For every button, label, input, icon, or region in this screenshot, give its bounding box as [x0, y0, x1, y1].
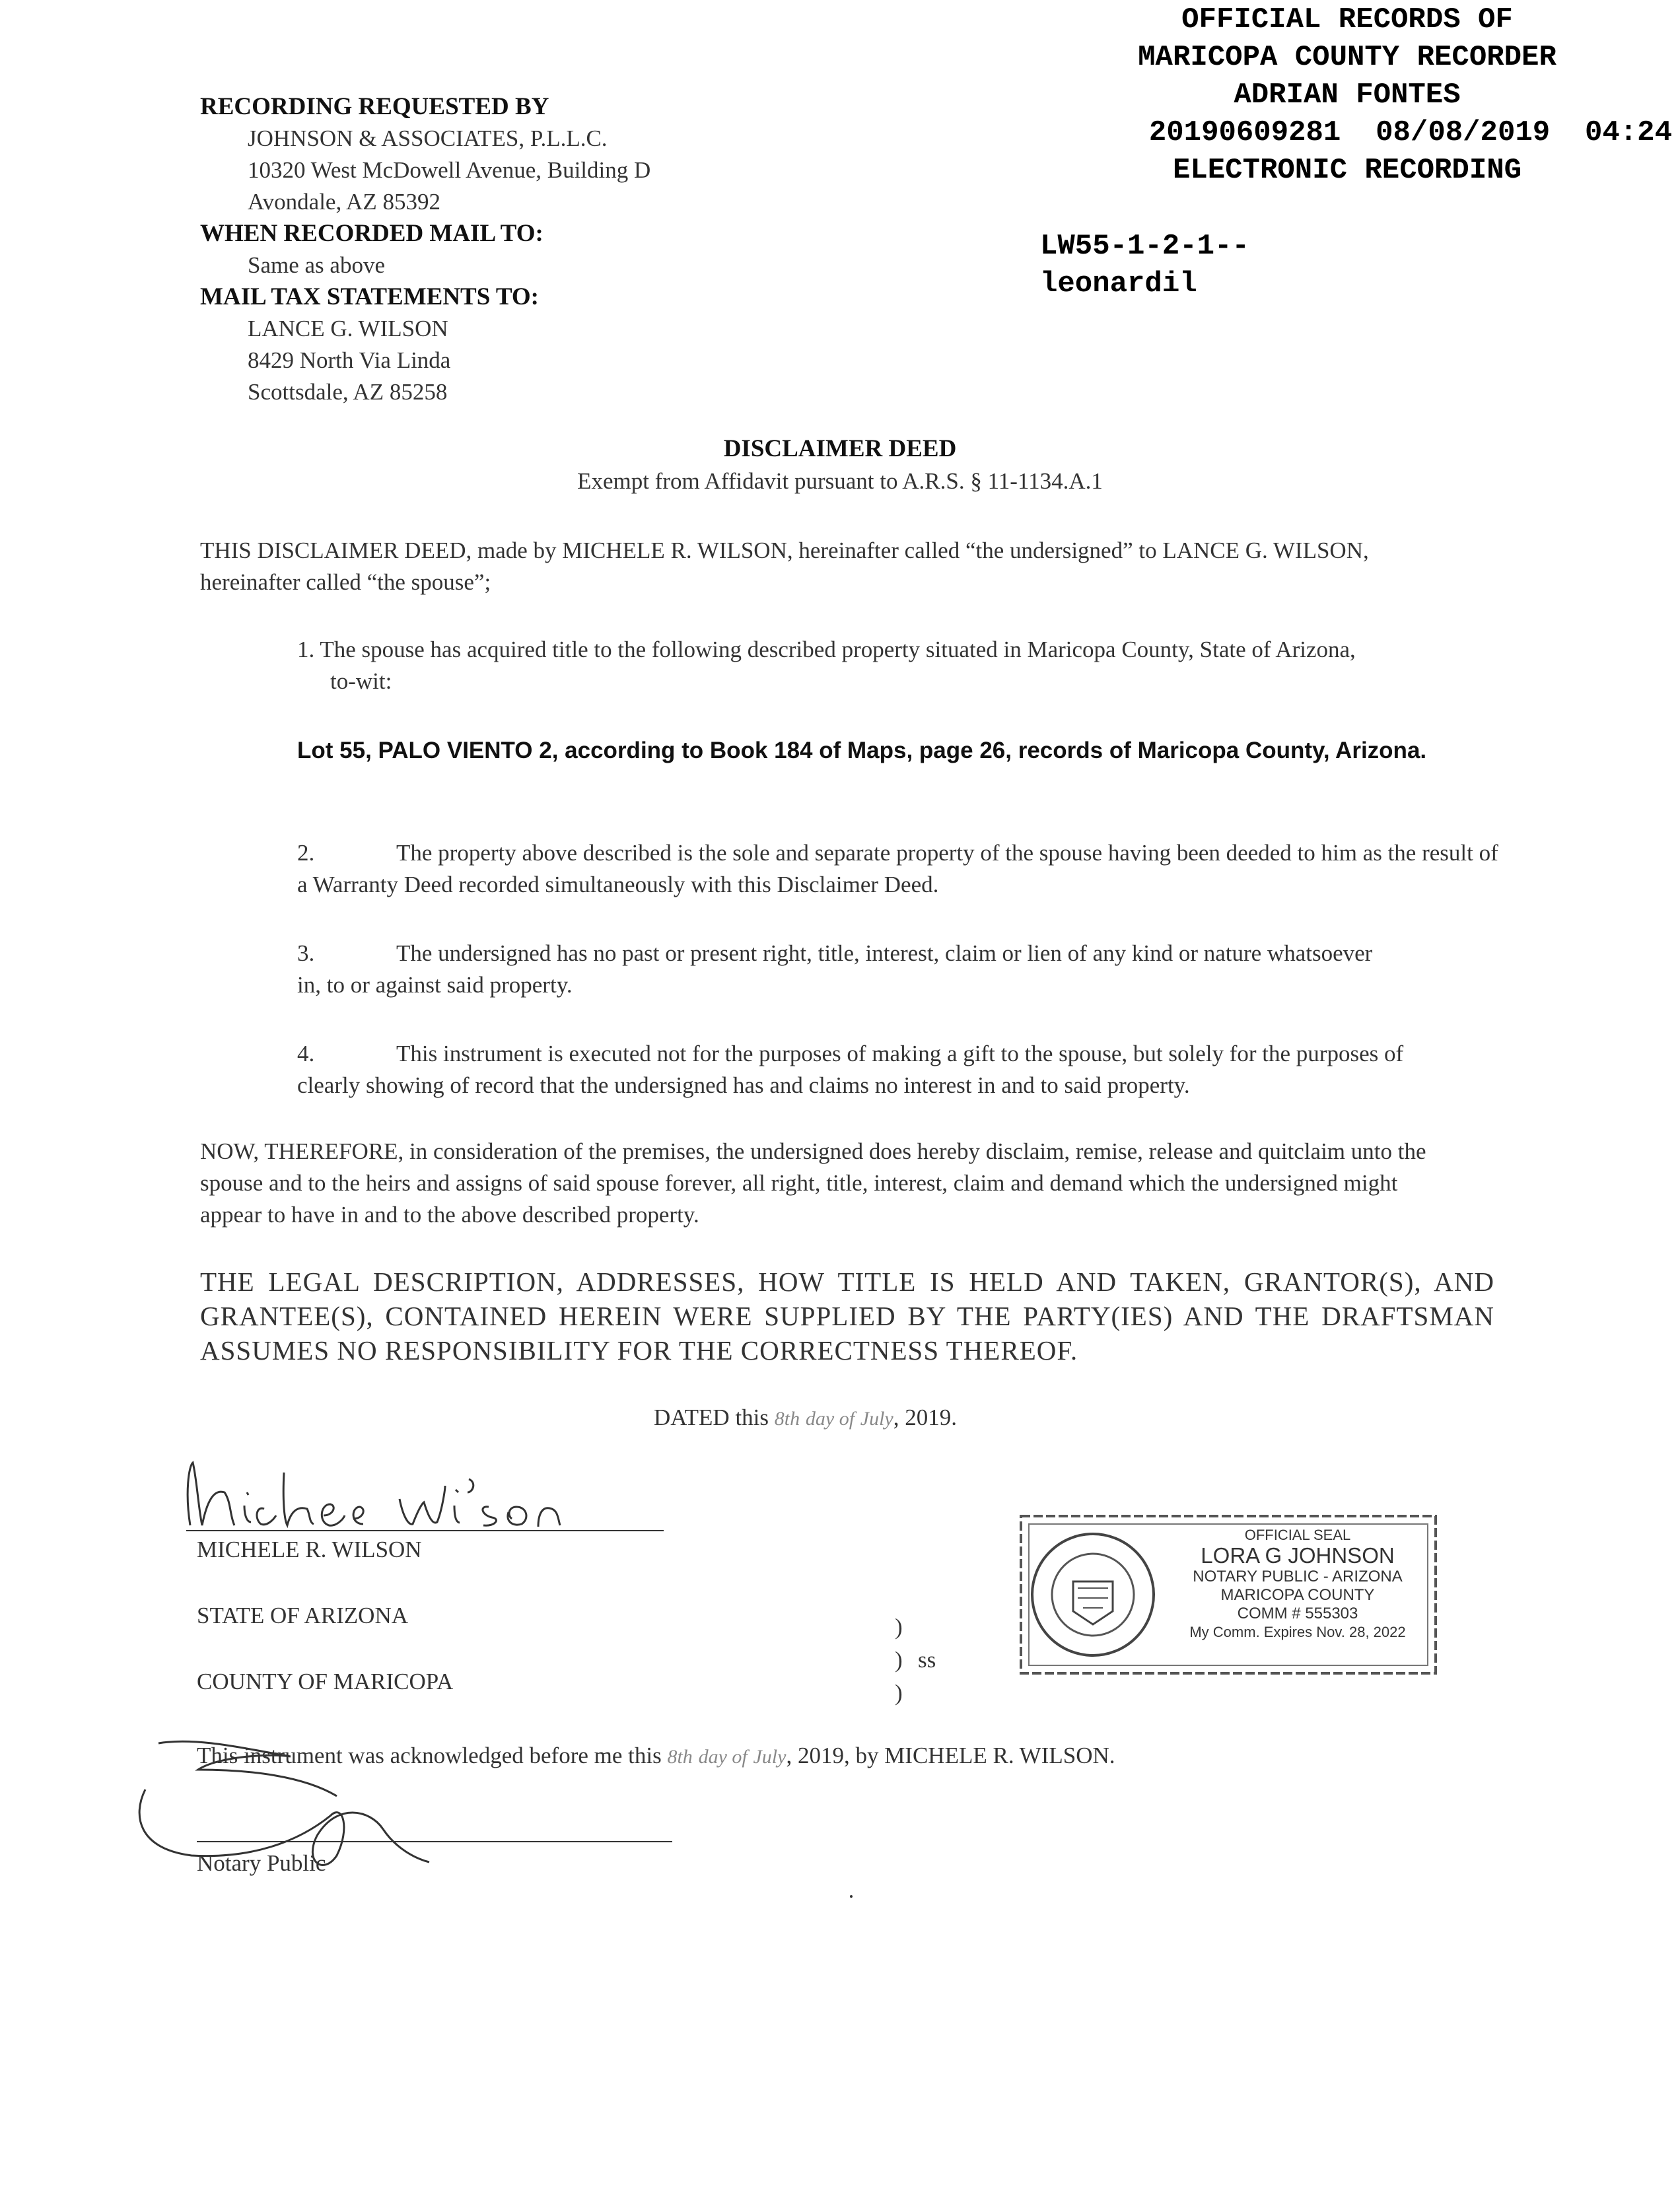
- legal-description: Lot 55, PALO VIENTO 2, according to Book 184 of Maps, page 26, records of Maricopa County, Arizona.: [297, 738, 1427, 763]
- item-4: [297, 1038, 1453, 1101]
- item-4-number: 4.: [297, 1041, 315, 1066]
- ack-suffix: , 2019, by MICHELE R. WILSON.: [786, 1743, 1115, 1768]
- dated-year: , 2019.: [893, 1405, 957, 1430]
- item-4-text: This instrument is executed not for the purposes of making a gift to the spouse, but solely for the purposes of clearly showing of record that the undersigned has and claims no interest in and to said property.: [297, 1041, 1404, 1098]
- recorder-line-5: ELECTRONIC RECORDING: [1172, 154, 1522, 187]
- signature-michele-wilson: [178, 1453, 667, 1539]
- seal-line-2: LORA G JOHNSON: [1201, 1543, 1395, 1568]
- seal-line-5: COMM # 555303: [1237, 1605, 1358, 1622]
- draftsman-disclaimer: THE LEGAL DESCRIPTION, ADDRESSES, HOW TITLE IS HELD AND TAKEN, GRANTOR(S), AND GRANTEE(S), CONTAINED HEREIN WERE SUPPLIED BY THE PARTY(IES) AND THE DRAFTSMAN ASSUMES NO RESPONSIBILITY FOR THE CORRECTNESS THEREOF.: [200, 1267, 1494, 1366]
- item-3-text: The undersigned has no past or present right, title, interest, claim or lien of any kind or nature whatsoever in, to or against said property.: [297, 940, 1373, 998]
- signer-name: MICHELE R. WILSON: [197, 1537, 422, 1562]
- recording-requested-block: [200, 91, 927, 408]
- ack-month: July: [753, 1746, 787, 1768]
- when-recorded-line-1: Same as above: [248, 252, 385, 278]
- ack-day: 8th: [667, 1746, 693, 1768]
- now-therefore-paragraph: NOW, THEREFORE, in consideration of the premises, the undersigned does hereby disclaim, remise, release and quitclaim unto the spouse and to the heirs and assigns of said spouse forever, all right, title, interest, claim and demand which the undersigned might appear to have in and to the above described property.: [200, 1138, 1426, 1228]
- venue-paren-1: ): [895, 1614, 903, 1640]
- item-2-number: 2.: [297, 840, 315, 866]
- item-1-line-1: 1. The spouse has acquired title to the following described property situated in Maricopa County, State of Arizona,: [297, 637, 1356, 662]
- item-3: [297, 938, 1387, 1001]
- venue-county: COUNTY OF MARICOPA: [197, 1669, 454, 1694]
- recorder-line-1: OFFICIAL RECORDS OF: [1181, 3, 1513, 36]
- notary-label: Notary Public: [197, 1850, 326, 1876]
- item-1: [297, 634, 1486, 697]
- when-recorded-label: WHEN RECORDED MAIL TO:: [200, 220, 543, 247]
- venue-ss: ss: [918, 1647, 936, 1673]
- intro-paragraph: THIS DISCLAIMER DEED, made by MICHELE R. WILSON, hereinafter called “the undersigned” to LANCE G. WILSON, hereinafter called “the spouse”;: [200, 538, 1369, 595]
- item-3-number: 3.: [297, 940, 315, 966]
- venue-state: STATE OF ARIZONA: [197, 1603, 408, 1628]
- dated-mid: day of: [805, 1408, 855, 1430]
- requester-line-2: 10320 West McDowell Avenue, Building D: [248, 157, 651, 183]
- item-1-line-2: to-wit:: [330, 668, 392, 694]
- requester-line-1: JOHNSON & ASSOCIATES, P.L.L.C.: [248, 125, 608, 151]
- document-title: DISCLAIMER DEED: [723, 435, 957, 462]
- notary-signature: [119, 1717, 581, 1882]
- mail-tax-label: MAIL TAX STATEMENTS TO:: [200, 283, 539, 310]
- item-2: [297, 837, 1499, 901]
- dated-prefix: DATED this: [654, 1405, 769, 1430]
- mail-tax-line-3: Scottsdale, AZ 85258: [248, 379, 448, 405]
- dated-day: 8th: [774, 1408, 800, 1430]
- seal-line-6: My Comm. Expires Nov. 28, 2022: [1189, 1624, 1406, 1640]
- recorder-code-line-2: leonardil: [1040, 267, 1197, 300]
- document-title-block: [0, 433, 1680, 497]
- seal-line-3: NOTARY PUBLIC - ARIZONA: [1193, 1568, 1403, 1585]
- stray-mark: [850, 1895, 853, 1898]
- seal-line-1: OFFICIAL SEAL: [1244, 1527, 1351, 1543]
- seal-text: [1159, 1527, 1436, 1642]
- recorder-line-2: MARICOPA COUNTY RECORDER: [1138, 41, 1557, 74]
- document-subtitle: Exempt from Affidavit pursuant to A.R.S. § 11-1134.A.1: [577, 468, 1103, 494]
- dated-month: July: [860, 1408, 893, 1430]
- requester-line-3: Avondale, AZ 85392: [248, 189, 440, 215]
- venue-paren-3: ): [895, 1680, 903, 1706]
- seal-line-4: MARICOPA COUNTY: [1220, 1586, 1375, 1604]
- notary-signature-line: [197, 1841, 672, 1842]
- requester-address: [200, 123, 927, 218]
- recorder-code-line-1: LW55-1-2-1--: [1040, 230, 1249, 263]
- recorder-header: [1017, 1, 1677, 190]
- venue-paren-2: ): [895, 1647, 903, 1673]
- mail-tax-line-1: LANCE G. WILSON: [248, 316, 448, 341]
- item-2-text: The property above described is the sole and separate property of the spouse having been deeded to him as the result of a Warranty Deed recorded simultaneously with this Disclaimer Deed.: [297, 840, 1498, 897]
- ack-prefix: This instrument was acknowledged before me this: [197, 1743, 662, 1768]
- dated-line: [654, 1402, 957, 1435]
- when-recorded-address: [200, 250, 927, 281]
- recorder-code: [1040, 228, 1249, 303]
- recording-number: 20190609281 08/08/2019 04:24: [1148, 116, 1672, 149]
- ack-mid: day of: [698, 1746, 748, 1768]
- mail-tax-line-2: 8429 North Via Linda: [248, 347, 451, 373]
- recording-requested-label: RECORDING REQUESTED BY: [200, 93, 549, 120]
- recorder-line-3: ADRIAN FONTES: [1234, 79, 1461, 112]
- mail-tax-address: [200, 313, 927, 408]
